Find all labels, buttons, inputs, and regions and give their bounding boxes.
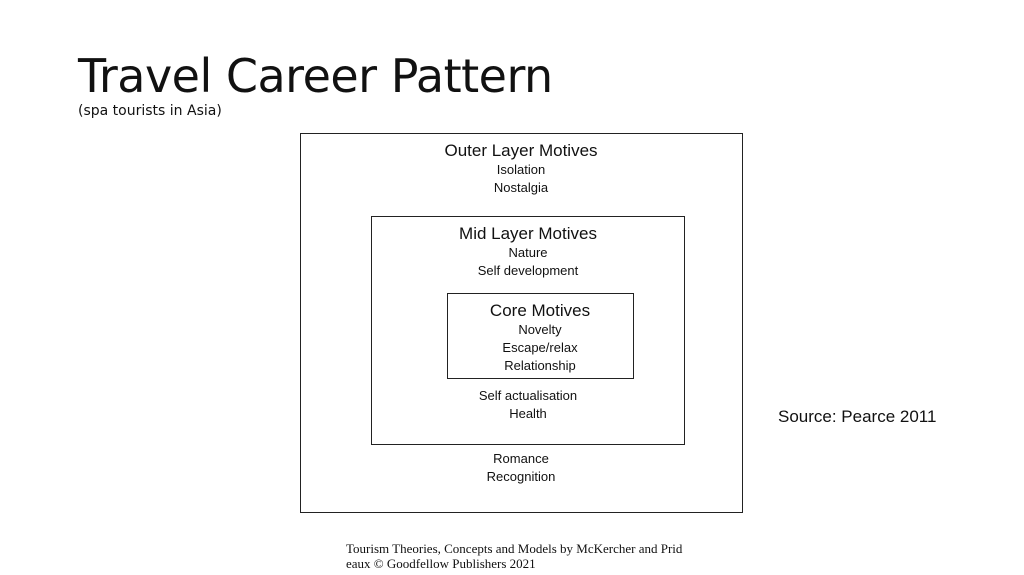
- mid-layer-motive: Self development: [477, 263, 579, 278]
- slide-subtitle: (spa tourists in Asia): [78, 103, 222, 119]
- outer-layer-heading: Outer Layer Motives: [444, 141, 598, 160]
- slide-title: Travel Career Pattern: [78, 49, 553, 103]
- core-motive: Novelty: [518, 322, 562, 337]
- mid-layer-motive: Health: [509, 406, 547, 421]
- mid-layer-motive: Nature: [508, 245, 548, 260]
- mid-layer-motive: Self actualisation: [478, 388, 578, 403]
- outer-layer-motive: Recognition: [486, 469, 556, 484]
- core-motive: Escape/relax: [502, 340, 578, 355]
- outer-layer-motive: Isolation: [496, 162, 546, 177]
- mid-layer-heading: Mid Layer Motives: [459, 224, 597, 243]
- footer-credit: Tourism Theories, Concepts and Models by McKercher and Prideaux © Goodfellow Publishers 2021: [346, 541, 683, 571]
- source-label: Source: Pearce 2011: [778, 407, 937, 426]
- core-motive: Relationship: [504, 358, 576, 373]
- core-heading: Core Motives: [489, 301, 591, 320]
- outer-layer-motive: Romance: [493, 451, 549, 466]
- outer-layer-motive: Nostalgia: [493, 180, 549, 195]
